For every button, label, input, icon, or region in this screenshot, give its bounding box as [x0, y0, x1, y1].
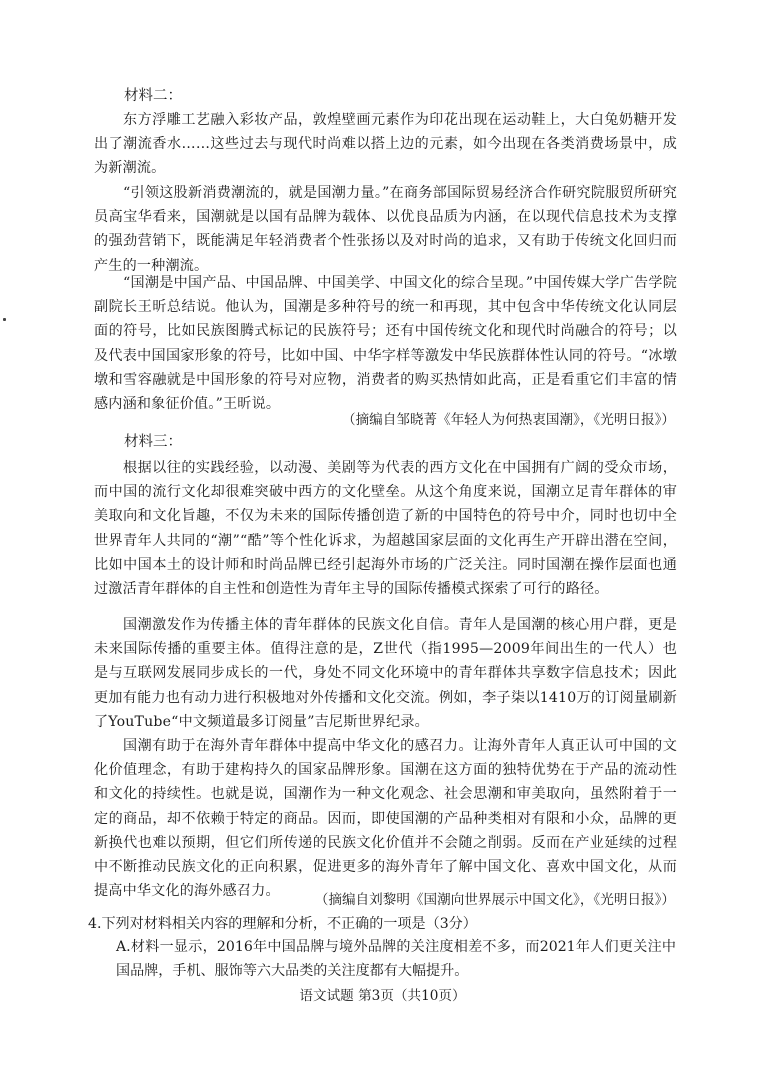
material2-paragraph-2: “引领这股新消费潮流的，就是国潮力量。”在商务部国际贸易经济合作研究院服贸所研究员高宝华看来，国潮就是以国有品牌为载体、以优良品质为内涵，在以现代信息技术为支撑的强劲营销下，既能满足年轻消费者个性张扬以及对时尚的追求，又有助于传统文化回归而产生的一种潮流。: [94, 185, 677, 274]
material3-paragraph-2: 国潮激发作为传播主体的青年群体的民族文化自信。青年人是国潮的核心用户群，更是未来国际传播的重要主体。值得注意的是，Z世代（指1995—2009年间出生的一代人）也是与互联网发展同步成长的一代，身处不同文化环境中的青年群体共享数字信息技术；因此更加有能力也有动力进行积极地对外传播和文化交流。例如，李子柒以1410万的订阅量刷新了YouTube“中文频道最多订阅量”吉尼斯世界纪录。: [94, 617, 677, 730]
material3-paragraph-1: 根据以往的实践经验，以动漫、美剧等为代表的西方文化在中国拥有广阔的受众市场，而中国的流行文化却很难突破中西方的文化壁垒。从这个角度来说，国潮立足青年群体的审美取向和文化旨趣，不仅为未来的国际传播创造了新的中国特色的符号中介，同时也切中全世界青年人共同的“潮”“酷”等个性化诉求，为超越国家层面的文化再生产开辟出潜在空间，比如中国本土的设计师和时尚品牌已经引起海外市场的广泛关注。同时国潮在操作层面也通过激活青年群体的自主性和创造性为青年主导的国际传播模式探索了可行的路径。: [94, 460, 677, 598]
material2-heading: 材料二：: [124, 88, 182, 104]
material2-paragraph-3: “国潮是中国产品、中国品牌、中国美学、中国文化的综合呈现。”中国传媒大学广告学院副院长王昕总结说。他认为，国潮是多种符号的统一和再现，其中包含中华传统文化认同层面的符号，比如民族图腾式标记的民族符号；还有中国传统文化和现代时尚融合的符号；以及代表中国国家形象的符号，比如中国、中华字样等激发中华民族群体性认同的符号。“冰墩墩和雪容融就是中国形象的符号对应物，消费者的购买热情如此高，正是看重它们丰富的情感内涵和象征价值。”王昕说。: [94, 275, 677, 413]
material2-paragraph-1: 东方浮雕工艺融入彩妆产品，敦煌壁画元素作为印花出现在运动鞋上，大白兔奶糖开发出了潮流香水……这些过去与现代时尚难以搭上边的元素，如今出现在各类消费场景中，成为新潮流。: [94, 112, 677, 177]
material3-source: （摘编自刘黎明《国潮向世界展示中国文化》，《光明日报》）: [314, 892, 675, 908]
question4-option-a: A.材料一显示，2016年中国品牌与境外品牌的关注度相差不多，而2021年人们更关注中国品牌，手机、服饰等六大品类的关注度都有大幅提升。: [116, 939, 676, 980]
material3-paragraph-3: 国潮有助于在海外青年群体中提高中华文化的感召力。让海外青年人真正认可中国的文化价值理念，有助于建构持久的国家品牌形象。国潮在这方面的独特优势在于产品的流动性和文化的持续性。也就是说，国潮作为一种文化观念、社会思潮和审美取向，虽然附着于一定的商品，却不依赖于特定的商品。因而，即使国潮的产品种类相对有限和小众，品牌的更新换代也难以预期，但它们所传递的民族文化价值并不会随之削弱。反而在产业延续的过程中不断推动民族文化的正向积累，促进更多的海外青年了解中国文化、喜欢中国文化，从而提高中华文化的海外感召力。: [94, 738, 677, 900]
scan-edge-mark: [3, 318, 6, 321]
material2-source: （摘编自邹晓菁《年轻人为何热衷国潮》，《光明日报》）: [341, 412, 675, 428]
question4-stem: 4.下列对材料相关内容的理解和分析，不正确的一项是（3分）: [88, 916, 477, 932]
page-footer: 语文试题 第3页（共10页）: [299, 988, 466, 1004]
material3-heading: 材料三：: [124, 434, 182, 450]
